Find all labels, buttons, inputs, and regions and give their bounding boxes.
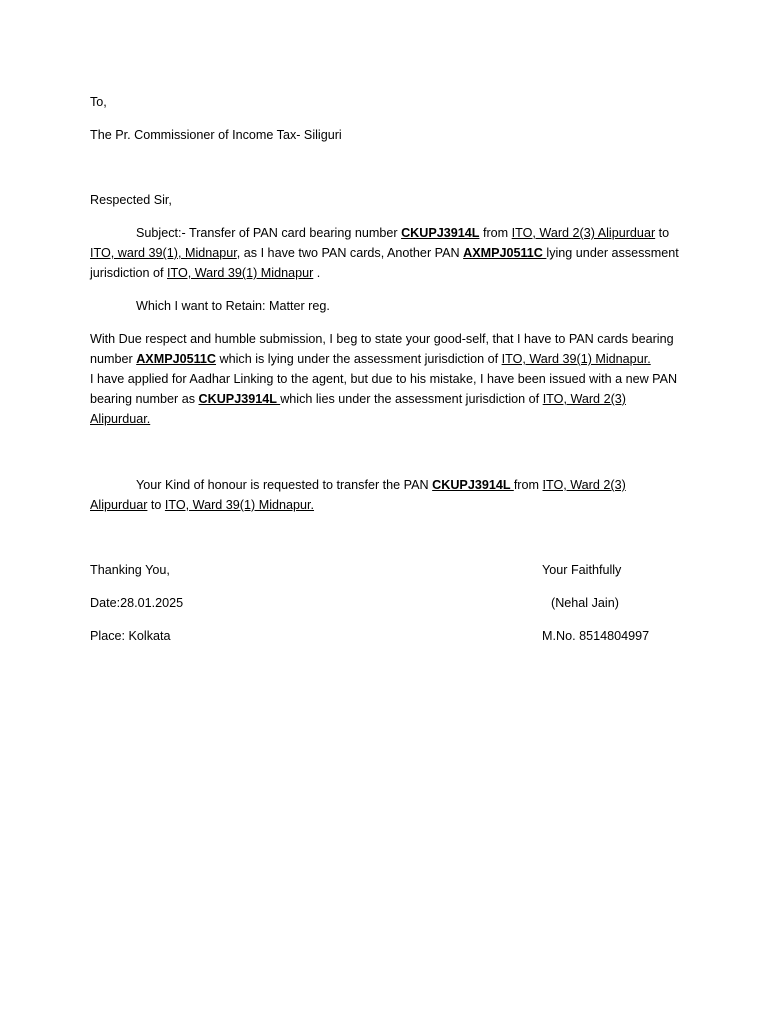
subject-paragraph [90, 223, 680, 283]
body-text: number [90, 352, 137, 366]
body-text: which lies under the assessment jurisdiction of [280, 392, 543, 406]
body-text: I have applied for Aadhar Linking to the agent, but due to his mistake, I have been issued with a new PAN [90, 372, 678, 386]
ward-reference: ITO, Ward 2(3) [542, 392, 626, 406]
subject-text: jurisdiction of [90, 266, 167, 280]
subject-text: , as I have two PAN cards, Another PAN [236, 246, 464, 260]
thanks-line: Thanking You, [90, 563, 170, 577]
request-text: to [147, 498, 165, 512]
mobile-number: M.No. 8514804997 [542, 629, 650, 643]
request-paragraph [90, 475, 680, 515]
place-line: Place: Kolkata [90, 629, 171, 643]
retain-line: Which I want to Retain: Matter reg. [136, 299, 330, 313]
ward-reference: ITO, Ward 39(1) Midnapur. [164, 498, 315, 512]
subject-text: from [479, 226, 512, 240]
body-text: bearing number as [90, 392, 199, 406]
salutation-to: To, [90, 95, 107, 109]
subject-text: . [313, 266, 321, 280]
ward-reference: ITO, ward 39(1), Midnapur [90, 246, 237, 260]
request-text: Your Kind of honour is requested to transfer the PAN [136, 478, 433, 492]
ward-reference: ITO, Ward 2(3) Alipurduar [511, 226, 656, 240]
faithfully-line: Your Faithfully [542, 563, 622, 577]
pan-number: CKUPJ3914L [401, 226, 480, 240]
request-text: from [513, 478, 543, 492]
body-paragraph [90, 329, 680, 429]
subject-text: to [655, 226, 670, 240]
ward-reference: ITO, Ward 39(1) Midnapur. [501, 352, 651, 366]
greeting: Respected Sir, [90, 193, 172, 207]
body-text: which is lying under the assessment jurisdiction of [216, 352, 502, 366]
ward-reference: Alipurduar. [90, 412, 151, 426]
pan-number: AXMPJ0511C [136, 352, 217, 366]
subject-text: Subject:- Transfer of PAN card bearing number [136, 226, 402, 240]
ward-reference: ITO, Ward 2(3) [542, 478, 626, 492]
pan-number: AXMPJ0511C [463, 246, 547, 260]
body-text: With Due respect and humble submission, I beg to state your good-self, that I have to PAN cards bearing [90, 332, 674, 346]
recipient-line: The Pr. Commissioner of Income Tax- Siliguri [90, 128, 342, 142]
ward-reference: Alipurduar [90, 498, 148, 512]
subject-text: lying under assessment [546, 246, 679, 260]
ward-reference: ITO, Ward 39(1) Midnapur [167, 266, 314, 280]
pan-number: CKUPJ3914L [432, 478, 514, 492]
pan-number: CKUPJ3914L [198, 392, 281, 406]
signatory-name: (Nehal Jain) [551, 596, 619, 610]
date-line: Date:28.01.2025 [90, 596, 184, 610]
